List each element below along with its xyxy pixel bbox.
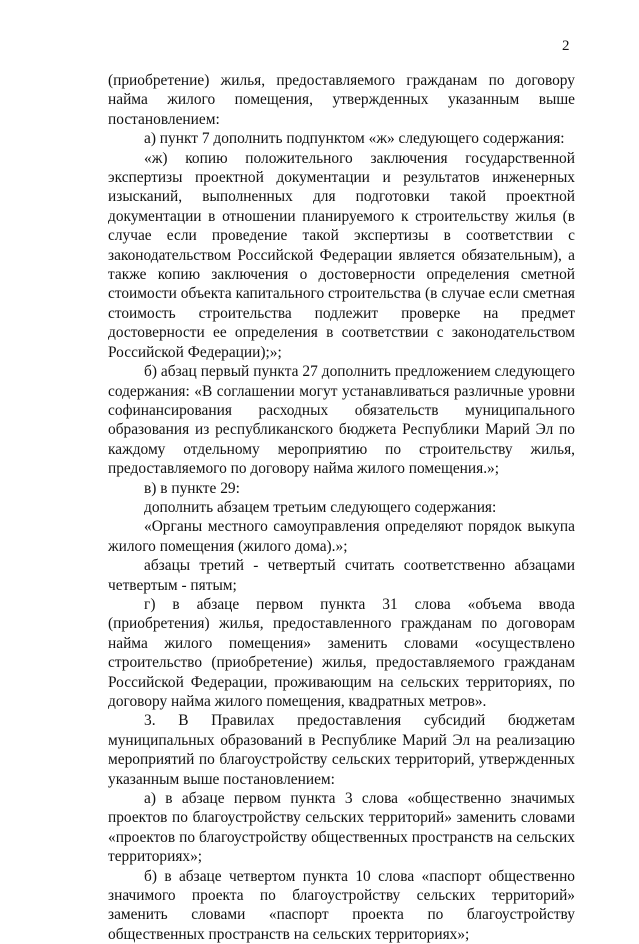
- page-number: 2: [562, 38, 570, 54]
- paragraph: в) в пункте 29:: [144, 479, 240, 497]
- paragraph: г) в абзаце первом пункта 31 слова «объема ввода (приобретения) жилья, предоставленного гражданам по договорам найма жилого помещения» заменить словами «осуществлено строительство (приобретение) жилья, предоставляемого гражданам Российской Федерации, проживающим на сельских территориях, по договору найма жилого помещения, квадратных метров».: [108, 595, 575, 710]
- paragraph: (приобретение) жилья, предоставляемого гражданам по договору найма жилого помещения, утвержденных указанным выше постановлением:: [108, 72, 575, 128]
- paragraph: дополнить абзацем третьим следующего содержания:: [144, 498, 497, 516]
- paragraph: «Органы местного самоуправления определяют порядок выкупа жилого помещения (жилого дома).»;: [108, 518, 575, 555]
- paragraph: «ж) копию положительного заключения государственной экспертизы проектной документации и результатов инженерных изысканий, выполненных для подготовки такой проектной документации в отношении планируемого к строительству жилья (в случае если проведение такой экспертизы в соответствии с законодательством Российской Федерации является обязательным), а также копию заключения о достоверности определения сметной стоимости объекта капитального строительства (в случае если сметная стоимость строительства подлежит проверке на предмет достоверности ее определения в соответствии с законодательством Российской Федерации);»;: [108, 149, 575, 361]
- paragraph: б) в абзаце четвертом пункта 10 слова «паспорт общественно значимого проекта по благоустройству сельских территорий» заменить словами «паспорт проекта по благоустройству общественных пространств на сельских территориях»;: [108, 867, 575, 943]
- document-body: [108, 71, 575, 944]
- paragraph: абзацы третий - четвертый считать соответственно абзацами четвертым - пятым;: [108, 557, 575, 594]
- paragraph: 3. В Правилах предоставления субсидий бюджетам муниципальных образований в Республике Марий Эл на реализацию мероприятий по благоустройству сельских территорий, утвержденных указанным выше постановлением:: [108, 712, 575, 788]
- paragraph: а) пункт 7 дополнить подпунктом «ж» следующего содержания:: [144, 130, 565, 148]
- paragraph: а) в абзаце первом пункта 3 слова «общественно значимых проектов по благоустройству сельских территорий» заменить словами «проектов по благоустройству общественных пространств на сельских территориях»;: [108, 790, 575, 866]
- paragraph: б) абзац первый пункта 27 дополнить предложением следующего содержания: «В соглашении могут устанавливаться различные уровни софинансирования расходных обязательств муниципального образования из республиканского бюджета Республики Марий Эл по каждому отдельному мероприятию по строительству жилья, предоставляемого по договору найма жилого помещения.»;: [108, 363, 575, 478]
